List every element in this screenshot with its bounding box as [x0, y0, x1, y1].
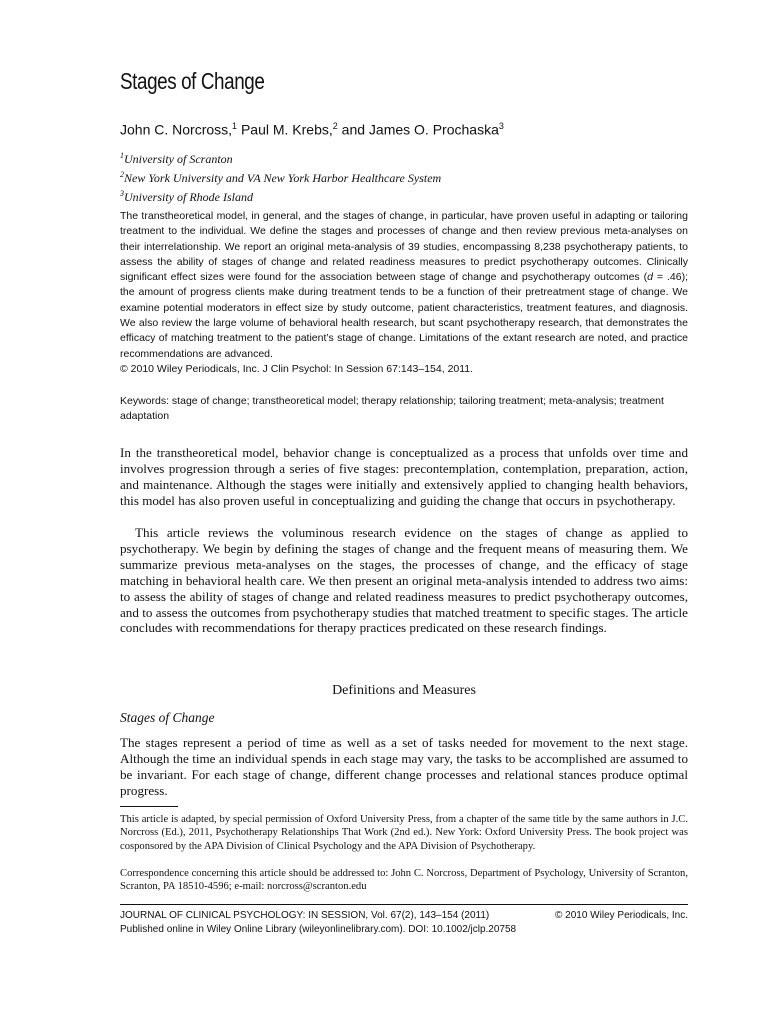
body-paragraph: This article reviews the voluminous research evidence on the stages of change as applied to psychotherapy. We begin by defining the stages of change and the frequent means of measuring them. We summarize previous meta-analyses on the stages, the processes of change, and the efficacy of stage matching in behavioral health care. We then present an original meta-analysis intended to address two aims: to assess the ability of stages of change and related readiness measures to predict psychotherapy outcomes, and to assess the outcomes from psychotherapy studies that matched treatment to specific stages. The article concludes with recommendations for therapy practices predicated on these research findings. [120, 525, 688, 636]
keywords: Keywords: stage of change; transtheoretical model; therapy relationship; tailoring treatment; meta-analysis; treatment adaptation [120, 395, 664, 423]
subsection-heading: Stages of Change [120, 710, 215, 725]
footnote: This article is adapted, by special permission of Oxford University Press, from a chapter of the same title by the same authors in J.C. Norcross (Ed.), 2011, Psychotherapy Relationships That Work (2nd ed.). New York: Oxford University Press. The book project was cosponsored by the APA Division of Clinical Psychology and the APA Division of Psychotherapy. [120, 814, 688, 852]
footnote: Correspondence concerning this article should be addressed to: John C. Norcross, Department of Psychology, University of Scranton, Scranton, PA 18510-4596; e-mail: norcross@scranton.edu [120, 868, 688, 893]
footer-copyright: © 2010 Wiley Periodicals, Inc. [555, 910, 688, 921]
affiliation-list [120, 148, 441, 205]
effect-size-symbol: d [647, 271, 653, 284]
body-paragraph: In the transtheoretical model, behavior change is conceptualized as a process that unfolds over time and involves progression through a series of five stages: precontemplation, contemplation, preparation, action, and maintenance. Although the stages were initially and extensively applied to changing health behaviors, this model has also proven useful in conceptualizing and guiding the change that occurs in psychotherapy. [120, 445, 688, 508]
author-affiliation-mark: 1 [232, 121, 238, 131]
author-affiliation-mark: 2 [332, 121, 338, 131]
author-name: and James O. Prochaska [337, 121, 499, 138]
body-paragraph: The stages represent a period of time as well as a set of tasks needed for movement to the next stage. Although the time an individual spends in each stage may vary, the tasks to be accomplished are assumed to be invariant. For each stage of change, different change processes and relational stances produce optimal progress. [120, 735, 688, 798]
section-heading: Definitions and Measures [332, 683, 476, 698]
abstract [120, 209, 688, 377]
footnote-divider [120, 806, 178, 807]
journal-citation: JOURNAL OF CLINICAL PSYCHOLOGY: IN SESSION, Vol. 67(2), 143–154 (2011) [120, 910, 490, 921]
abstract-text: The transtheoretical model, in general, and the stages of change, in particular, have proven useful in adapting or tailoring treatment to the individual. We define the stages and processes of change and then review previous meta-analyses on their interrelationship. We report an original meta-analysis of 39 studies, encompassing 8,238 psychotherapy patients, to assess the ability of stages of change and related readiness measures to predict psychotherapy outcomes. Clinically significant effect sizes were found for the association between stage of change and psychotherapy outcomes ( [120, 210, 688, 284]
affiliation-mark: 3 [120, 189, 124, 198]
affiliation-text: University of Scranton [124, 152, 233, 166]
footer-published-line: Published online in Wiley Online Library (wileyonlinelibrary.com). DOI: 10.1002/jclp.20758 [120, 924, 517, 935]
affiliation-text: New York University and VA New York Harbor Healthcare System [124, 171, 442, 185]
article-title: Stages of Change [120, 68, 265, 94]
author-line [120, 121, 504, 138]
affiliation-text: University of Rhode Island [124, 190, 253, 204]
author-affiliation-mark: 3 [498, 121, 504, 131]
footer-divider [120, 904, 688, 905]
footer-journal-line [120, 910, 688, 921]
affiliation-item [120, 167, 441, 186]
author-name: John C. Norcross, [120, 121, 233, 138]
abstract-copyright: © 2010 Wiley Periodicals, Inc. J Clin Psychol: In Session 67:143–154, 2011. [120, 362, 474, 375]
affiliation-mark: 1 [120, 151, 124, 160]
affiliation-item [120, 186, 441, 205]
affiliation-mark: 2 [120, 170, 124, 179]
abstract-text: = .46); the amount of progress clients make during treatment tends to be a function of their pretreatment stage of change. We examine potential moderators in effect size by study outcome, patient characteristics, treatment features, and diagnosis. We also review the large volume of behavioral health research, but scant psychotherapy research, that demonstrates the efficacy of matching treatment to the patient’s stage of change. Limitations of the extant research are noted, and practice recommendations are advanced. [120, 271, 688, 360]
author-name: Paul M. Krebs, [237, 121, 333, 138]
affiliation-item [120, 148, 441, 167]
